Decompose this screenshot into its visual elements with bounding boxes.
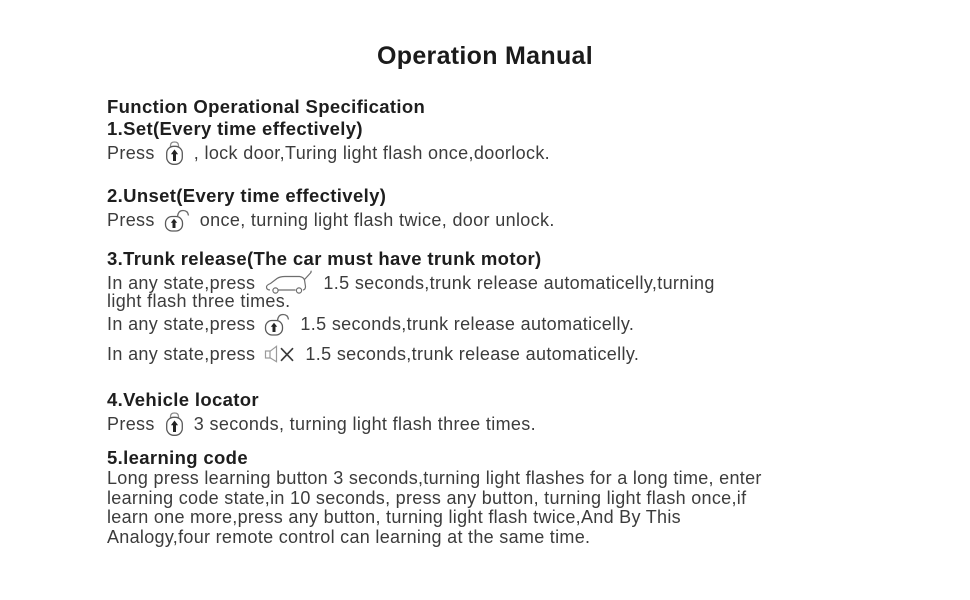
- section-2-line: [107, 207, 907, 233]
- paragraph-line: learn one more,press any button, turning light flash twice,And By This: [107, 507, 681, 527]
- line-text-pre: Press: [107, 209, 155, 230]
- lock-closed-icon: [164, 411, 185, 437]
- line-text-post: 1.5 seconds,trunk release automaticelly,turning: [323, 272, 715, 293]
- section-3-line-1-wrap: light flash three times.: [107, 291, 291, 311]
- line-text-pre: In any state,press: [107, 313, 256, 334]
- section-1-title: 1.Set(Every time effectively): [107, 118, 363, 139]
- lock-open-icon: [264, 312, 291, 337]
- section-5-title: 5.learning code: [107, 447, 248, 468]
- line-text-post: 1.5 seconds,trunk release automaticelly.: [305, 343, 640, 364]
- lock-closed-icon: [164, 140, 185, 166]
- line-text-pre: In any state,press: [107, 343, 256, 364]
- paragraph-line: Analogy,four remote control can learning at the same time.: [107, 526, 591, 547]
- line-text-post: , lock door,Turing light flash once,doorlock.: [193, 142, 551, 163]
- line-text-pre: Press: [107, 413, 155, 434]
- mute-icon: [264, 343, 296, 365]
- paragraph-line: Long press learning button 3 seconds,turning light flashes for a long time, enter: [107, 468, 762, 488]
- section-1-line: [107, 140, 907, 166]
- line-text-pre: In any state,press: [107, 272, 256, 293]
- page-title: Operation Manual: [377, 42, 593, 70]
- line-text-pre: Press: [107, 142, 155, 163]
- section-4-line: [107, 411, 907, 437]
- line-text-post: 3 seconds, turning light flash three times.: [193, 413, 536, 434]
- section-5-paragraph: [107, 469, 907, 547]
- paragraph-line: learning code state,in 10 seconds, press any button, turning light flash once,if: [107, 487, 747, 508]
- section-2-title: 2.Unset(Every time effectively): [107, 185, 387, 206]
- section-3-line-2: [107, 311, 907, 337]
- manual-content: [107, 96, 907, 547]
- line-text-post: 1.5 seconds,trunk release automaticelly.: [300, 313, 635, 334]
- line-text-post: once, turning light flash twice, door unlock.: [199, 209, 555, 230]
- section-3-title: 3.Trunk release(The car must have trunk motor): [107, 248, 542, 269]
- lock-open-icon: [164, 208, 191, 233]
- spec-heading: Function Operational Specification: [107, 96, 426, 117]
- section-3-line-3: [107, 341, 907, 367]
- section-4-title: 4.Vehicle locator: [107, 389, 259, 410]
